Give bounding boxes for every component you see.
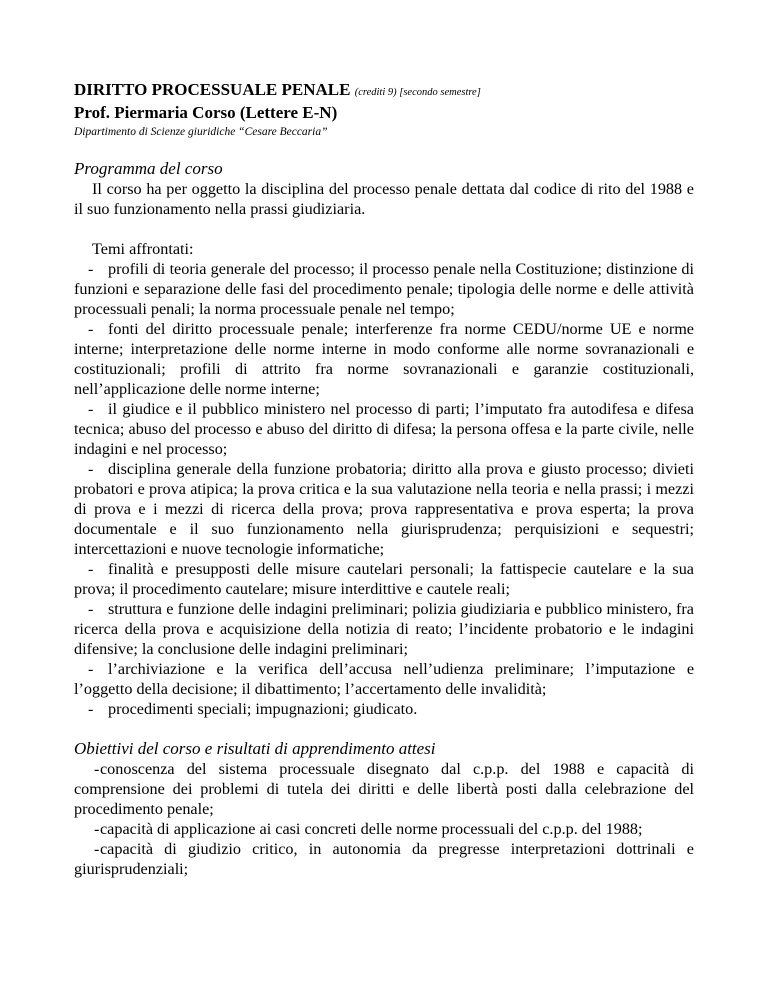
professor-line: Prof. Piermaria Corso (Lettere E-N) bbox=[74, 103, 338, 122]
topic-item bbox=[74, 559, 694, 599]
objective-text: capacità di applicazione ai casi concreti delle norme processuali del c.p.p. del 1988; bbox=[100, 820, 643, 838]
course-meta: (crediti 9) [secondo semestre] bbox=[354, 87, 481, 98]
topic-text: disciplina generale della funzione probatoria; diritto alla prova e giusto processo; divieti probatori e prova atipica; la prova critica e la sua valutazione nella teoria e nella prassi; i mezzi di prova e i mezzi di ricerca della prova; prova rappresentativa e prova esperta; la prova documentale e il suo funzionamento nella giurisprudenza; perquisizioni e sequestri; intercettazioni e nuove tecnologie informatiche; bbox=[74, 460, 694, 558]
objective-text: conoscenza del sistema processuale disegnato dal c.p.p. del 1988 e capacità di comprensione dei problemi di tutela dei diritti e delle libertà posti dalla celebrazione del procedimento penale; bbox=[74, 760, 694, 818]
topic-text: profili di teoria generale del processo; il processo penale nella Costituzione; distinzione di funzioni e separazione delle fasi del procedimento penale; tipologia delle norme e delle attività processuali penali; la norma processuale penale nel tempo; bbox=[74, 260, 694, 318]
topic-item bbox=[74, 699, 694, 719]
objective-item bbox=[74, 759, 694, 819]
objective-text: capacità di giudizio critico, in autonomia da pregresse interpretazioni dottrinali e giurisprudenziali; bbox=[74, 840, 694, 878]
bullet-dash: - bbox=[94, 760, 100, 778]
program-intro: Il corso ha per oggetto la disciplina del processo penale dettata dal codice di rito del 1988 e il suo funzionamento nella prassi giudiziaria. bbox=[74, 180, 694, 218]
topic-item bbox=[74, 459, 694, 559]
document-page bbox=[74, 80, 694, 879]
bullet-dash: - bbox=[88, 700, 94, 718]
department-line: Dipartimento di Scienze giuridiche “Cesare Beccaria” bbox=[74, 126, 328, 138]
topic-item bbox=[74, 399, 694, 459]
topic-item bbox=[74, 259, 694, 319]
bullet-dash: - bbox=[94, 840, 100, 858]
objective-item bbox=[74, 839, 694, 879]
topic-text: fonti del diritto processuale penale; interferenze fra norme CEDU/norme UE e norme interne; interpretazione delle norme interne in modo conforme alle norme sovranazionali e costituzionali; profili di attrito fra norme sovranazionali e garanzie costituzionali, nell’applicazione delle norme interne; bbox=[74, 320, 694, 398]
bullet-dash: - bbox=[94, 820, 100, 838]
topic-item bbox=[74, 319, 694, 399]
topic-text: finalità e presupposti delle misure cautelari personali; la fattispecie cautelare e la sua prova; il procedimento cautelare; misure interdittive e cautele reali; bbox=[74, 560, 694, 598]
program-heading: Programma del corso bbox=[74, 159, 223, 178]
topics-list bbox=[74, 259, 694, 719]
bullet-dash: - bbox=[88, 320, 94, 338]
objectives-heading: Obiettivi del corso e risultati di apprendimento attesi bbox=[74, 739, 436, 758]
course-title-line bbox=[74, 80, 694, 103]
topic-item bbox=[74, 599, 694, 659]
bullet-dash: - bbox=[88, 660, 94, 678]
topic-text: procedimenti speciali; impugnazioni; giudicato. bbox=[108, 700, 418, 718]
objective-item bbox=[74, 819, 694, 839]
topic-text: il giudice e il pubblico ministero nel processo di parti; l’imputato fra autodifesa e difesa tecnica; abuso del processo e abuso del diritto di difesa; la persona offesa e la parte civile, nelle indagini e nel processo; bbox=[74, 400, 694, 458]
bullet-dash: - bbox=[88, 460, 94, 478]
course-title: DIRITTO PROCESSUALE PENALE bbox=[74, 80, 351, 99]
topics-label: Temi affrontati: bbox=[92, 240, 194, 258]
objectives-list bbox=[74, 759, 694, 879]
topic-text: l’archiviazione e la verifica dell’accusa nell’udienza preliminare; l’imputazione e l’oggetto della decisione; il dibattimento; l’accertamento delle invalidità; bbox=[74, 660, 694, 698]
bullet-dash: - bbox=[88, 560, 94, 578]
topic-text: struttura e funzione delle indagini preliminari; polizia giudiziaria e pubblico ministero, fra ricerca della prova e acquisizione della notizia di reato; l’incidente probatorio e le indagini difensive; la conclusione delle indagini preliminari; bbox=[74, 600, 694, 658]
bullet-dash: - bbox=[88, 260, 94, 278]
bullet-dash: - bbox=[88, 400, 94, 418]
topic-item bbox=[74, 659, 694, 699]
bullet-dash: - bbox=[88, 600, 94, 618]
